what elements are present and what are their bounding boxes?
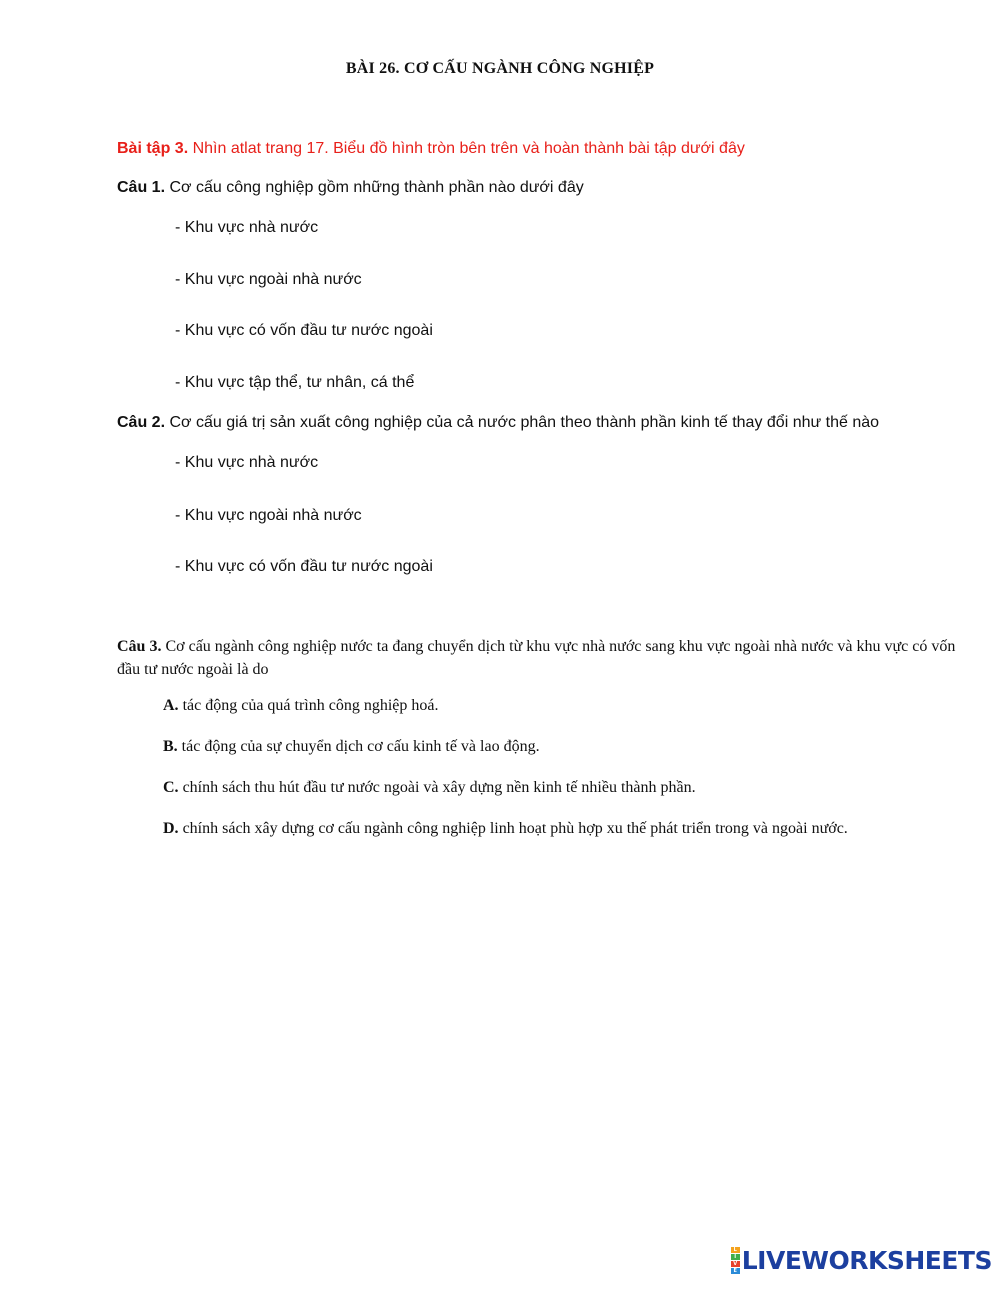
question-2-option: - Khu vực nhà nước: [175, 454, 319, 471]
question-3-text: Cơ cấu ngành công nghiệp nước ta đang chuyển dịch từ khu vực nhà nước sang khu vực ngoài nhà nước và khu vực có vốn đầu tư nước ngoài là do: [117, 638, 956, 678]
question-1-label: Câu 1.: [117, 179, 166, 196]
answer-a-text: tác động của quá trình công nghiệp hoá.: [182, 697, 439, 714]
page-title: BÀI 26. CƠ CẤU NGÀNH CÔNG NGHIỆP: [345, 60, 655, 77]
question-2-text: Cơ cấu giá trị sản xuất công nghiệp của cả nước phân theo thành phần kinh tế thay đổi như thế nào: [169, 414, 880, 431]
question-1-text: Cơ cấu công nghiệp gồm những thành phần nào dưới đây: [169, 179, 584, 196]
answer-b-text: tác động của sự chuyển dịch cơ cấu kinh tế và lao động.: [181, 738, 540, 755]
question-1-option: - Khu vực tập thể, tư nhân, cá thể: [175, 374, 415, 391]
question-1-option: - Khu vực nhà nước: [175, 219, 319, 236]
answer-b-letter: B.: [163, 738, 178, 755]
answer-b: [163, 738, 540, 756]
liveworksheets-logo-icon: [731, 1247, 740, 1274]
answer-d: [163, 820, 848, 838]
answer-d-text: chính sách xây dựng cơ cấu ngành công nghiệp linh hoạt phù hợp xu thế phát triển trong và ngoài nước.: [182, 820, 848, 837]
logo-cell: L: [731, 1247, 740, 1253]
exercise-heading: [117, 140, 745, 158]
question-1-option: - Khu vực có vốn đầu tư nước ngoài: [175, 322, 433, 339]
exercise-label: Bài tập 3.: [117, 140, 189, 157]
answer-d-letter: D.: [163, 820, 179, 837]
answer-a-letter: A.: [163, 697, 179, 714]
answer-a: [163, 697, 438, 715]
answer-c-text: chính sách thu hút đầu tư nước ngoài và xây dựng nền kinh tế nhiều thành phần.: [182, 779, 696, 796]
brand-name: LIVEWORKSHEETS: [741, 1245, 992, 1275]
question-2-label: Câu 2.: [117, 414, 166, 431]
question-2-option: - Khu vực có vốn đầu tư nước ngoài: [175, 558, 433, 575]
question-1: [117, 179, 584, 197]
exercise-text: Nhìn atlat trang 17. Biểu đồ hình tròn bên trên và hoàn thành bài tập dưới đây: [192, 140, 745, 157]
question-3-label: Câu 3.: [117, 638, 162, 655]
logo-cell: V: [731, 1261, 740, 1267]
question-1-option: - Khu vực ngoài nhà nước: [175, 271, 362, 288]
answer-c: [163, 779, 696, 797]
liveworksheets-brand[interactable]: [731, 1245, 992, 1275]
logo-cell: I: [731, 1254, 740, 1260]
question-2-option: - Khu vực ngoài nhà nước: [175, 507, 362, 524]
question-2: [117, 414, 879, 432]
question-3: [117, 635, 967, 681]
answer-c-letter: C.: [163, 779, 179, 796]
logo-cell: E: [731, 1268, 740, 1274]
